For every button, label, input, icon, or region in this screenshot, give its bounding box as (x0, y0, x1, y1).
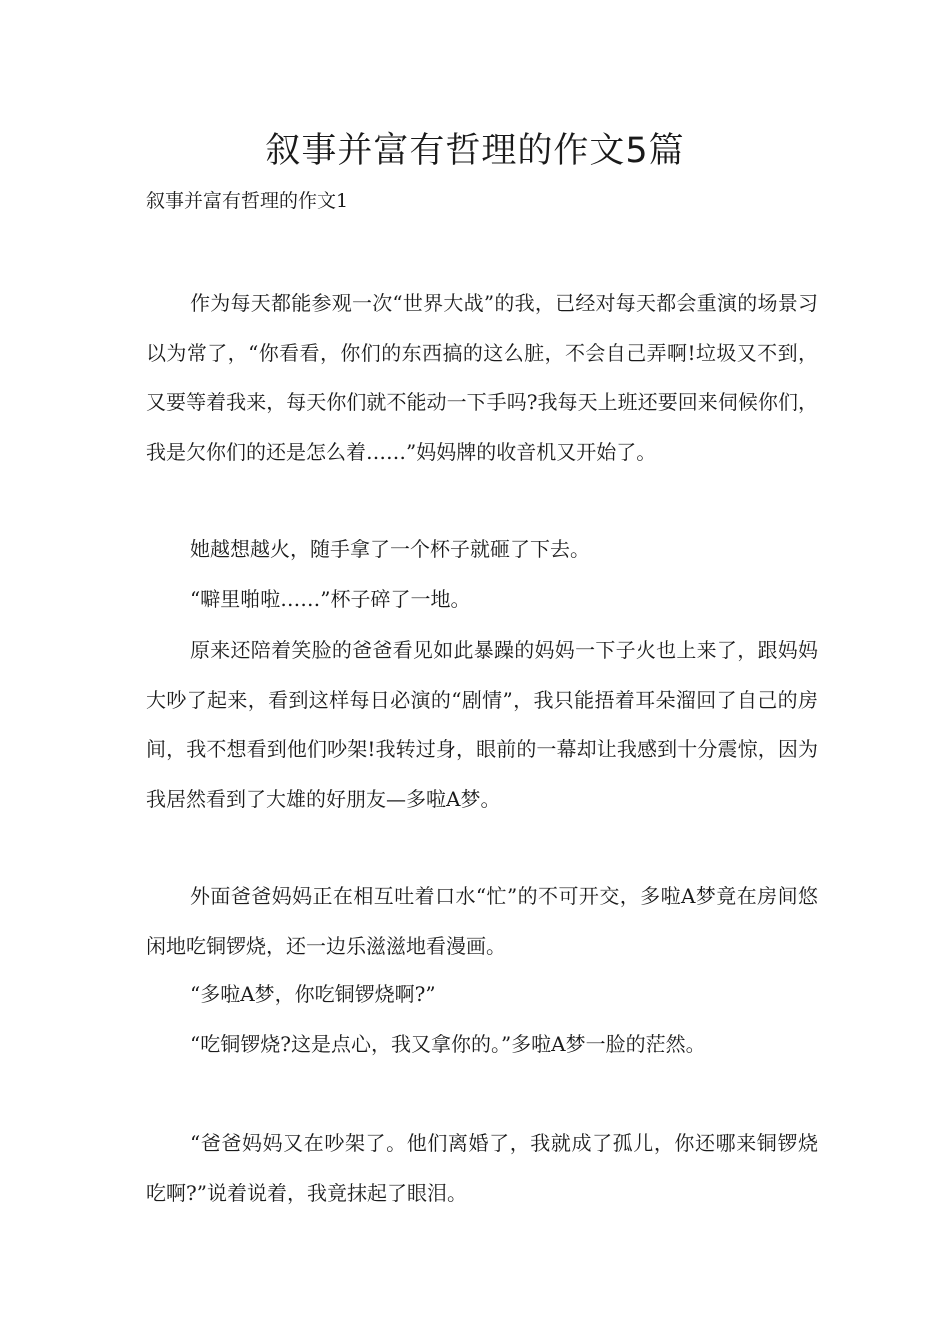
section-heading: 叙事并富有哲理的作文1 (146, 190, 349, 212)
paragraph: “噼里啪啦……”杯子碎了一地。 (190, 587, 471, 611)
paragraph: 原来还陪着笑脸的爸爸看见如此暴躁的妈妈一下子火也上来了，跟妈妈大吵了起来，看到这样每日必演的“剧情”，我只能捂着耳朵溜回了自己的房间，我不想看到他们吵架!我转过身，眼前的一幕却让我感到十分震惊，因为我居然看到了大雄的好朋友—多啦A梦。 (146, 638, 818, 811)
paragraph: 作为每天都能参观一次“世界大战”的我，已经对每天都会重演的场景习以为常了，“你看看，你们的东西搞的这么脏，不会自己弄啊!垃圾又不到，又要等着我来，每天你们就不能动一下手吗?我每天上班还要回来伺候你们，我是欠你们的还是怎么着……”妈妈牌的收音机又开始了。 (146, 291, 818, 464)
paragraph: 外面爸爸妈妈正在相互吐着口水“忙”的不可开交，多啦A梦竟在房间悠闲地吃铜锣烧，还一边乐滋滋地看漫画。 (146, 884, 818, 958)
paragraph: 她越想越火，随手拿了一个杯子就砸了下去。 (190, 537, 590, 561)
paragraph: “爸爸妈妈又在吵架了。他们离婚了，我就成了孤儿，你还哪来铜锣烧吃啊?”说着说着，我竟抹起了眼泪。 (146, 1131, 818, 1205)
paragraph: “多啦A梦，你吃铜锣烧啊?” (190, 982, 436, 1006)
document-title: 叙事并富有哲理的作文5篇 (265, 131, 685, 171)
paragraph: “吃铜锣烧?这是点心，我又拿你的。”多啦A梦一脸的茫然。 (190, 1032, 706, 1056)
